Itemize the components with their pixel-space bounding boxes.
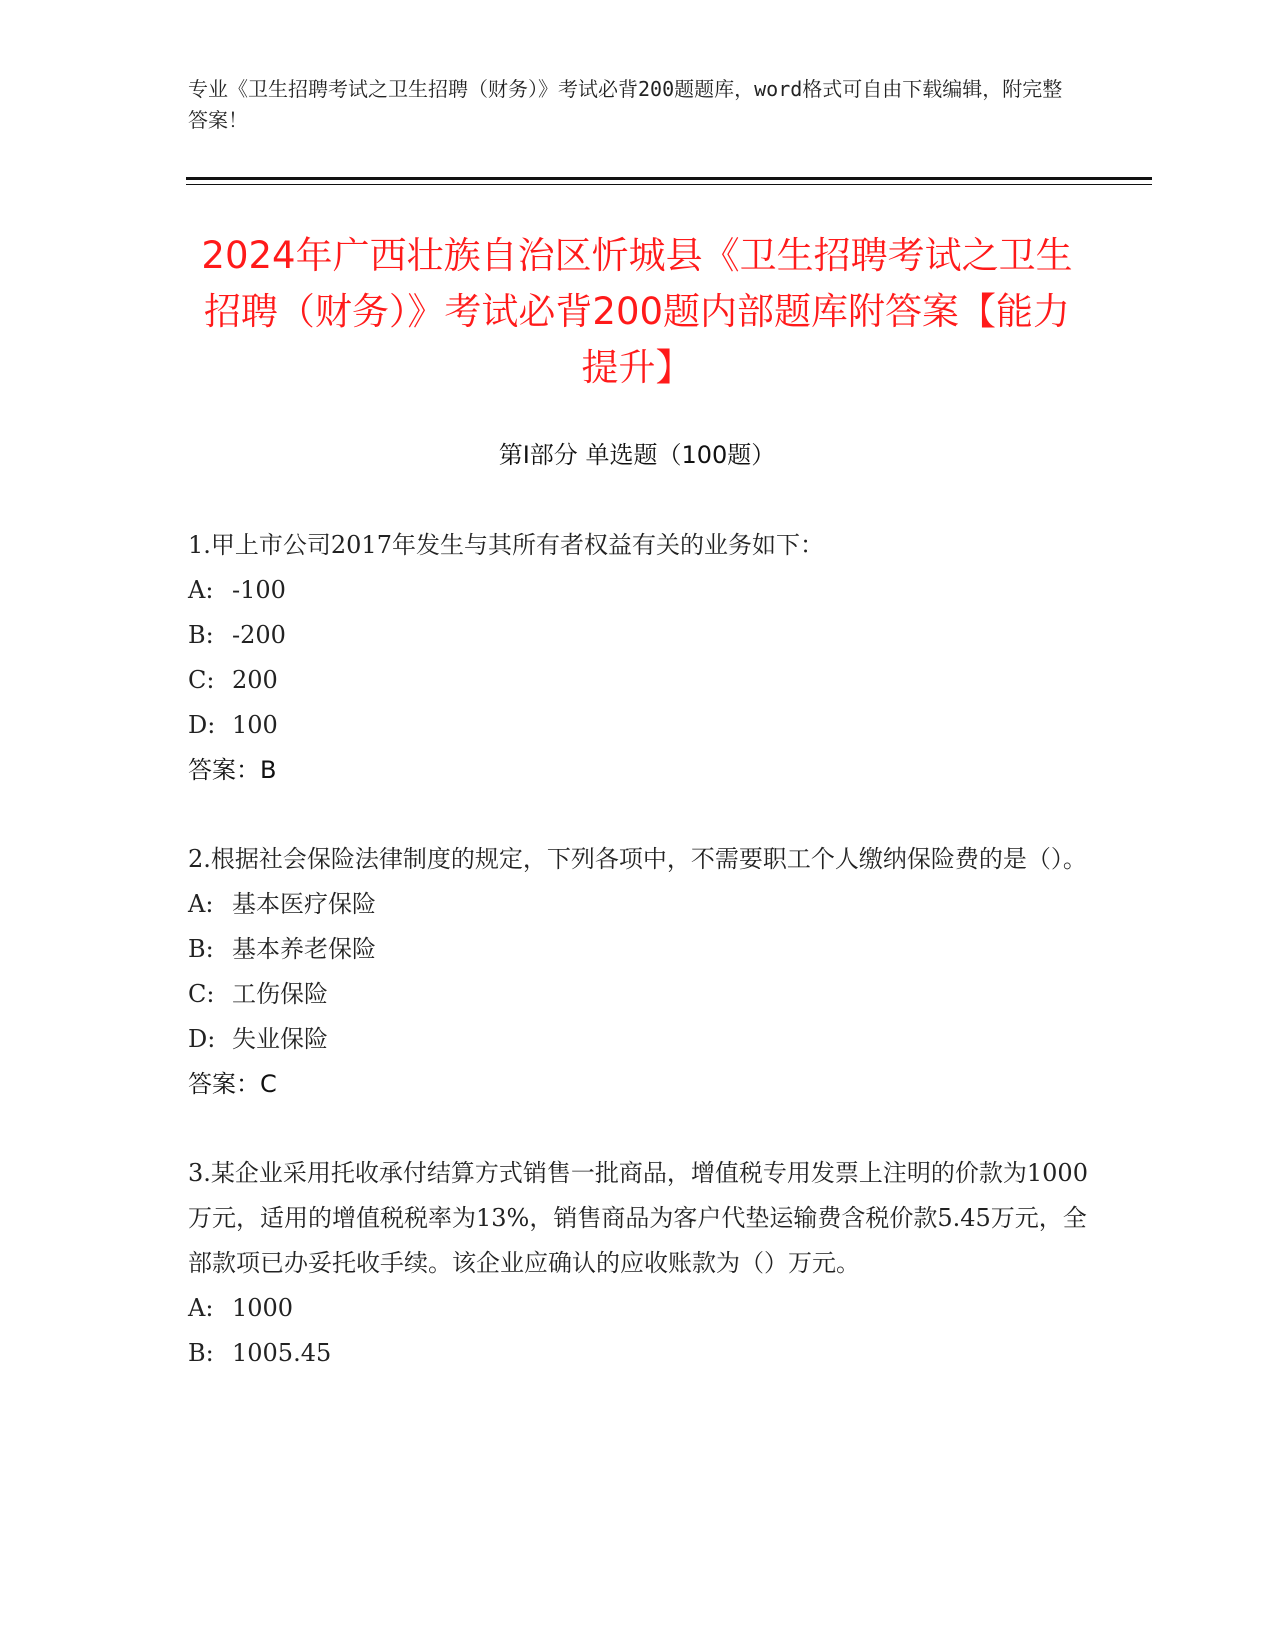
option-text: 200 <box>232 666 278 694</box>
option-label: C: <box>188 666 215 694</box>
document-title: 2024年广西壮族自治区忻城县《卫生招聘考试之卫生招聘（财务）》考试必背200题内部题库附答案【能力提升】 <box>201 234 1073 389</box>
option-label: B: <box>188 621 214 649</box>
section-title: 第I部分 单选题（100题） <box>498 441 776 469</box>
option-label: A: <box>188 576 214 604</box>
option-text: 工伤保险 <box>232 980 328 1008</box>
option-text: -100 <box>232 576 286 604</box>
option-b <box>188 927 1088 972</box>
question-3 <box>188 1151 1088 1376</box>
answer: 答案：C <box>188 1070 277 1098</box>
option-b <box>188 1331 1088 1376</box>
header-rule-thick <box>186 177 1152 180</box>
option-c <box>188 658 1088 703</box>
option-b <box>188 613 1088 658</box>
question-list <box>188 523 1088 1420</box>
option-text: -200 <box>232 621 286 649</box>
option-a <box>188 1286 1088 1331</box>
option-text: 失业保险 <box>232 1025 328 1053</box>
option-a <box>188 568 1088 613</box>
option-c <box>188 972 1088 1017</box>
header-note: 专业《卫生招聘考试之卫生招聘（财务）》考试必背200题题库，word格式可自由下载编辑，附完整答案！ <box>188 77 1063 132</box>
option-label: D: <box>188 1025 216 1053</box>
option-label: D: <box>188 711 216 739</box>
question-stem: 1.甲上市公司2017年发生与其所有者权益有关的业务如下： <box>188 531 824 559</box>
option-label: A: <box>188 1294 214 1322</box>
question-stem: 2.根据社会保险法律制度的规定，下列各项中，不需要职工个人缴纳保险费的是（）。 <box>188 845 1087 873</box>
option-text: 基本养老保险 <box>232 935 376 963</box>
option-label: B: <box>188 935 214 963</box>
option-text: 100 <box>232 711 278 739</box>
option-d <box>188 703 1088 748</box>
option-text: 1000 <box>232 1294 294 1322</box>
answer: 答案：B <box>188 756 277 784</box>
option-label: A: <box>188 890 214 918</box>
option-label: B: <box>188 1339 214 1367</box>
question-2 <box>188 837 1088 1107</box>
header-rule-thin <box>186 184 1152 185</box>
question-1 <box>188 523 1088 793</box>
option-text: 1005.45 <box>232 1339 332 1367</box>
option-label: C: <box>188 980 215 1008</box>
question-stem: 3.某企业采用托收承付结算方式销售一批商品，增值税专用发票上注明的价款为1000万元，适用的增值税税率为13%，销售商品为客户代垫运输费含税价款5.45万元，全部款项已办妥托收手续。该企业应确认的应收账款为（）万元。 <box>188 1159 1088 1277</box>
option-d <box>188 1017 1088 1062</box>
option-text: 基本医疗保险 <box>232 890 376 918</box>
option-a <box>188 882 1088 927</box>
